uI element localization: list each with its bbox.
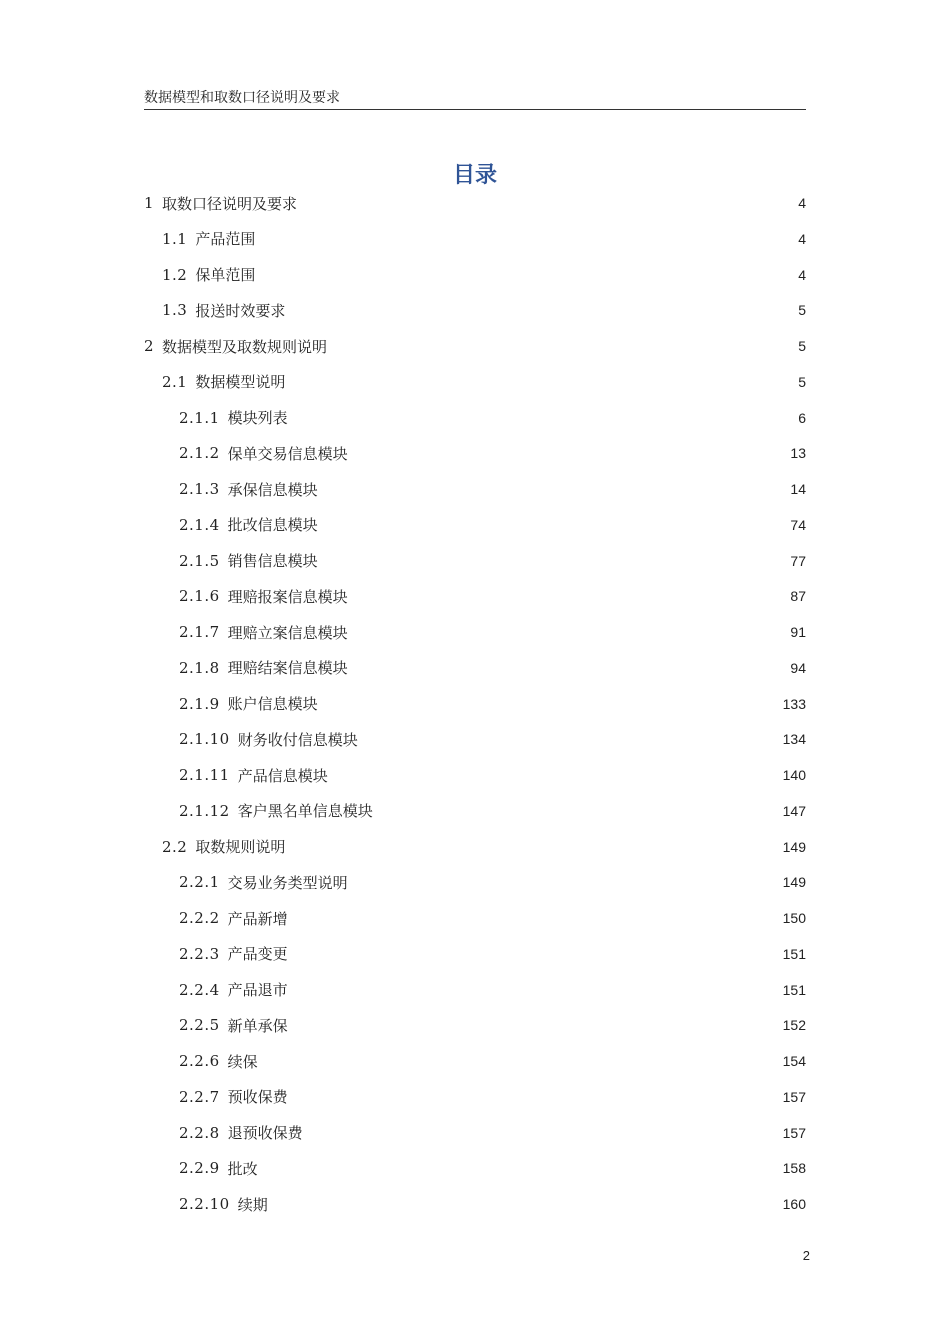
toc-entry-page: 5	[798, 302, 806, 319]
toc-entry-title: 续期	[237, 1195, 268, 1214]
toc-leader-dots	[329, 768, 782, 782]
toc-entry-title: 保单范围	[195, 266, 256, 284]
toc-leader-dots	[349, 589, 790, 603]
toc-entry-page: 94	[790, 659, 806, 676]
toc-leader-dots	[286, 303, 797, 317]
toc-entry[interactable]	[179, 901, 806, 935]
toc-leader-dots	[286, 840, 781, 854]
toc-entry[interactable]	[179, 865, 806, 899]
toc-entry-page: 74	[790, 516, 806, 533]
toc-entry-title: 数据模型及取数规则说明	[162, 337, 328, 356]
toc-entry-page: 4	[798, 266, 806, 283]
toc-entry-title: 批改信息模块	[227, 516, 318, 535]
toc-entry-page: 4	[798, 195, 806, 211]
toc-entry[interactable]	[179, 1008, 806, 1042]
toc-entry-number: 2.2.6	[179, 1052, 220, 1070]
toc-entry-title: 理赔结案信息模块	[227, 659, 348, 678]
toc-entry-number: 2	[144, 337, 155, 355]
toc-entry-page: 150	[782, 910, 806, 926]
toc-entry-page: 151	[782, 945, 806, 962]
toc-leader-dots	[349, 446, 790, 460]
toc-entry-number: 2.1.11	[179, 766, 230, 784]
toc-entry[interactable]	[179, 508, 806, 542]
toc-entry[interactable]	[179, 544, 806, 578]
toc-entry[interactable]	[162, 365, 806, 399]
toc-entry-page: 13	[790, 445, 806, 462]
toc-entry-title: 产品退市	[227, 981, 288, 999]
toc-entry-page: 157	[782, 1124, 806, 1141]
toc-entry[interactable]	[179, 937, 806, 971]
toc-entry[interactable]	[144, 329, 806, 363]
toc-entry-number: 2.1.10	[179, 730, 230, 749]
toc-leader-dots	[374, 804, 782, 818]
toc-leader-dots	[289, 1090, 782, 1104]
toc-leader-dots	[328, 339, 797, 353]
toc-leader-dots	[304, 1126, 782, 1140]
toc-entry[interactable]	[179, 651, 806, 685]
toc-entry-title: 产品信息模块	[237, 766, 328, 785]
toc-entry[interactable]	[179, 579, 806, 613]
toc-leader-dots	[289, 947, 782, 961]
toc-entry-page: 149	[782, 874, 806, 891]
toc-leader-dots	[359, 732, 782, 746]
toc-entry-number: 2.1.9	[179, 694, 220, 713]
toc-entry-title: 退预收保费	[227, 1124, 303, 1142]
toc-entry-title: 销售信息模块	[227, 552, 318, 570]
toc-entry-number: 2.1.2	[179, 444, 220, 463]
toc-entry[interactable]	[179, 401, 806, 435]
toc-entry[interactable]	[162, 222, 806, 256]
toc-entry-number: 2.2.4	[179, 980, 220, 999]
toc-entry-title: 续保	[227, 1052, 258, 1071]
toc-entry-number: 2.1.1	[179, 408, 220, 427]
toc-leader-dots	[289, 911, 782, 925]
toc-entry-page: 14	[790, 481, 806, 497]
toc-entry[interactable]	[179, 472, 806, 506]
toc-entry-title: 账户信息模块	[227, 695, 318, 713]
toc-leader-dots	[256, 268, 797, 282]
toc-entry-title: 产品变更	[227, 945, 288, 964]
toc-entry-page: 5	[798, 338, 806, 354]
toc-leader-dots	[319, 482, 790, 496]
toc-entry-number: 2.2	[162, 837, 188, 856]
toc-entry[interactable]	[179, 436, 806, 470]
toc-entry-number: 2.1.7	[179, 623, 220, 641]
toc-entry-page: 149	[782, 838, 806, 855]
toc-entry-page: 160	[782, 1196, 806, 1212]
toc-entry-title: 新单承保	[227, 1016, 288, 1035]
toc-entry-number: 2.2.3	[179, 944, 220, 963]
toc-entry-page: 5	[798, 373, 806, 390]
toc-entry-number: 2.2.7	[179, 1087, 220, 1106]
toc-leader-dots	[319, 554, 790, 568]
page-number: 2	[802, 1248, 810, 1263]
toc-entry-number: 2.2.10	[179, 1195, 230, 1213]
toc-entry-number: 1.3	[162, 301, 188, 320]
toc-entry-page: 157	[782, 1088, 806, 1105]
toc-entry-page: 134	[782, 731, 806, 748]
toc-entry-title: 取数规则说明	[195, 838, 286, 856]
toc-entry-number: 2.1.5	[179, 551, 220, 570]
toc-leader-dots	[256, 232, 797, 246]
toc-entry[interactable]	[179, 794, 806, 828]
toc-entry-page: 154	[782, 1053, 806, 1069]
toc-leader-dots	[298, 196, 797, 210]
toc-entry-number: 1.2	[162, 265, 188, 284]
toc-entry-number: 2.1.8	[179, 658, 220, 677]
toc-entry[interactable]	[179, 973, 806, 1007]
toc-entry-number: 1	[144, 194, 155, 212]
toc-leader-dots	[289, 983, 782, 997]
toc-entry[interactable]	[179, 1116, 806, 1150]
toc-entry-page: 147	[782, 802, 806, 819]
toc-leader-dots	[349, 875, 782, 889]
toc-entry-title: 理赔立案信息模块	[227, 623, 348, 642]
toc-entry-number: 2.2.5	[179, 1016, 220, 1035]
toc-entry-page: 158	[782, 1160, 806, 1177]
toc-entry-title: 预收保费	[227, 1088, 288, 1107]
toc-entry-number: 2.1.3	[179, 480, 220, 498]
toc-entry[interactable]	[179, 1187, 806, 1221]
toc-entry-number: 2.1.6	[179, 587, 220, 606]
toc-entry-title: 保单交易信息模块	[227, 444, 348, 463]
toc-entry-number: 2.2.9	[179, 1159, 220, 1178]
toc-leader-dots	[259, 1054, 782, 1068]
toc-entry[interactable]	[179, 615, 806, 649]
toc-entry-title: 批改	[227, 1159, 258, 1178]
toc-entry[interactable]	[162, 258, 806, 292]
toc-entry[interactable]	[179, 1080, 806, 1114]
toc-entry-number: 2.1	[162, 372, 188, 391]
toc-entry-title: 理赔报案信息模块	[227, 587, 348, 606]
toc-entry-number: 2.2.1	[179, 873, 220, 892]
toc-entry[interactable]	[179, 1151, 806, 1185]
toc-entry-page: 140	[782, 767, 806, 783]
toc-entry-title: 客户黑名单信息模块	[237, 802, 373, 821]
toc-entry-number: 1.1	[162, 229, 188, 248]
toc-entry-number: 2.2.8	[179, 1123, 220, 1142]
toc-entry-page: 4	[798, 230, 806, 247]
toc-entry-title: 交易业务类型说明	[227, 873, 348, 892]
toc-entry[interactable]	[179, 722, 806, 756]
toc-title: 目录	[452, 163, 497, 188]
toc-entry-title: 数据模型说明	[195, 373, 286, 392]
toc-entry-title: 取数口径说明及要求	[162, 194, 298, 213]
toc-entry-title: 承保信息模块	[227, 480, 318, 499]
toc-entry-page: 87	[790, 588, 806, 605]
toc-leader-dots	[319, 697, 782, 711]
toc-leader-dots	[286, 375, 797, 389]
toc-leader-dots	[269, 1197, 782, 1211]
toc-entry[interactable]	[162, 830, 806, 864]
toc-entry-page: 91	[790, 624, 806, 640]
toc-entry[interactable]	[179, 758, 806, 792]
toc-leader-dots	[289, 1018, 782, 1032]
toc-leader-dots	[349, 625, 790, 639]
running-header: 数据模型和取数口径说明及要求	[144, 88, 806, 110]
toc-entry-title: 产品新增	[227, 909, 288, 928]
toc-entry-number: 2.2.2	[179, 909, 220, 927]
toc-entry-page: 77	[790, 552, 806, 569]
toc-entry-title: 财务收付信息模块	[237, 730, 358, 749]
toc-entry-title: 模块列表	[227, 409, 288, 427]
toc-entry[interactable]	[162, 293, 806, 327]
toc-entry-page: 152	[782, 1017, 806, 1034]
toc-entry-page: 133	[782, 695, 806, 712]
toc-entry-number: 2.1.12	[179, 801, 230, 820]
toc-entry-title: 产品范围	[195, 230, 256, 249]
toc-entry-title: 报送时效要求	[195, 301, 286, 320]
toc-leader-dots	[349, 661, 790, 675]
toc-entry-number: 2.1.4	[179, 515, 220, 534]
toc-entry[interactable]	[179, 1044, 806, 1078]
toc-entry-page: 151	[782, 981, 806, 998]
toc-entry-page: 6	[798, 409, 806, 426]
toc-entry[interactable]	[179, 687, 806, 721]
toc-entry[interactable]	[144, 186, 806, 220]
toc-leader-dots	[319, 518, 790, 532]
toc-leader-dots	[259, 1161, 782, 1175]
toc-leader-dots	[289, 411, 798, 425]
